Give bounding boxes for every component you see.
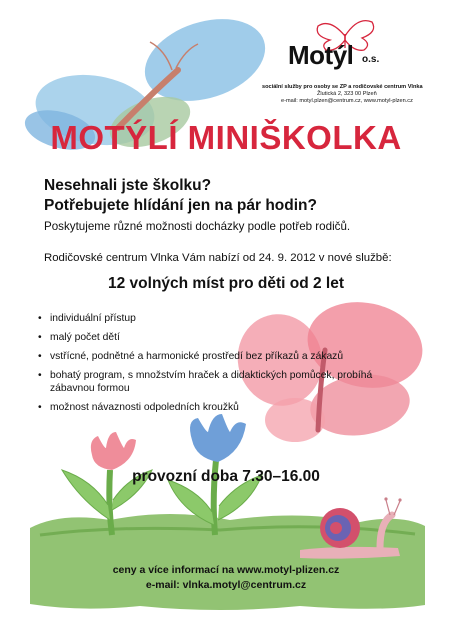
footer-email-line: e-mail: vlnka.motyl@centrum.cz	[145, 579, 307, 591]
list-item: • individuální přístup	[38, 312, 398, 325]
footer-website-line: ceny a více informací na www.motyl-plizen.cz	[112, 564, 340, 576]
list-item: • možnost návaznosti odpoledních kroužků	[38, 401, 398, 414]
page-title: MOTÝLÍ MINIŠKOLKA	[50, 119, 402, 156]
organization-address: Žlutická 2, 323 00 Plzeň	[317, 91, 377, 97]
logo-wordmark: Motýl	[288, 40, 354, 70]
opening-hours: provozní doba 7.30–16.00	[132, 468, 320, 485]
headline-question-1: Nesehnali jste školku?	[44, 177, 212, 194]
organization-description: sociální služby pro osoby se ZP a rodičovské centrum Vlnka	[262, 84, 423, 90]
organization-contact: e-mail: motyl.plzen@centrum.cz, www.motyl-plzen.cz	[281, 98, 413, 104]
headline-question-2: Potřebujete hlídání jen na pár hodin?	[44, 197, 317, 214]
capacity-heading: 12 volných míst pro děti od 2 let	[108, 275, 344, 292]
list-item: • vstřícné, podnětné a harmonické prostředí bez příkazů a zákazů	[38, 350, 398, 363]
intro-text: Rodičovské centrum Vlnka Vám nabízí od 24. 9. 2012 v nové službě:	[44, 252, 392, 264]
feature-list	[38, 312, 398, 420]
attendance-options-text: Poskytujeme různé možnosti docházky podle potřeb rodičů.	[44, 220, 351, 233]
list-item: • malý počet dětí	[38, 331, 398, 344]
logo-suffix: o.s.	[362, 54, 380, 65]
list-item: • bohatý program, s množstvím hraček a didaktických pomůcek, probíhá zábavnou formou	[38, 369, 398, 395]
